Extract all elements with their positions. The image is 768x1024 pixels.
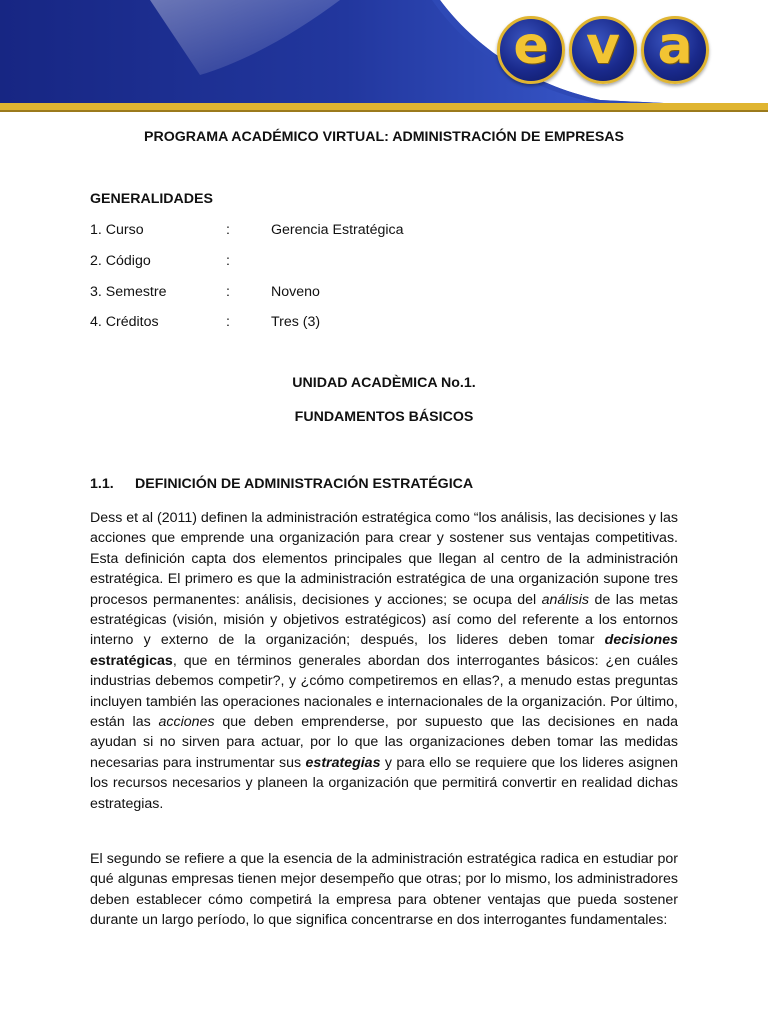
unit-subtitle: FUNDAMENTOS BÁSICOS [294,409,474,425]
program-title: PROGRAMA ACADÉMICO VIRTUAL: ADMINISTRACIÓN DE EMPRESAS [143,129,624,145]
semester-label: 3. Semestre [90,284,167,300]
course-colon: : [226,222,230,238]
emphasis-acciones: acciones [158,714,215,731]
semester-value: Noveno [271,284,320,300]
code-label: 2. Código [90,253,151,269]
section-number: 1.1. [90,476,114,492]
generalities-row-semester [90,284,678,304]
paragraph-essence: El segundo se refiere a que la esencia de la administración estratégica radica en estudiar por qué algunas empresas tienen mejor desempeño que otras; por lo mismo, los administradores deben establecer cómo competirá la empresa para obtener ventajas que pueda sostener durante un largo período, lo que significa concentrarse en dos interrogantes fundamentales: [90,851,678,929]
emphasis-analisis: análisis [541,591,589,608]
logo-letter-v: v [569,16,637,84]
header-banner [0,0,768,112]
eva-logo [497,16,712,88]
generalities-row-code [90,253,678,273]
course-label: 1. Curso [90,222,144,238]
course-value: Gerencia Estratégica [271,222,404,238]
credits-value: Tres (3) [271,314,321,330]
emphasis-estrategias: estrategias [305,754,381,771]
unit-title: UNIDAD ACADÈMICA No.1. [292,375,476,391]
generalities-row-credits [90,314,678,334]
logo-letter-e: e [497,16,565,84]
generalities-title: GENERALIDADES [90,191,213,207]
emphasis-estrategicas: estratégicas [90,652,173,669]
section-title: DEFINICIÓN DE ADMINISTRACIÓN ESTRATÉGICA [135,476,474,492]
paragraph-definition: Dess et al (2011) definen la administración estratégica como “los análisis, las decisiones y las acciones que emprende una organización para crear y sostener sus ventajas competitivas. Esta definición capta dos elementos principales que llegan al centro de la administración estratégica. El primero es que la administración estratégica de una organización supone tres procesos permanentes: análisis, decisiones y acciones; se ocupa del análisis de las metas estratégicas (visión, misión y objetivos estratégicos) así como del referente a los entornos interno y externo de la organización; después, los lideres deben tomar decisiones estratégicas, que en términos generales abordan dos interrogantes básicos: ¿en cuáles industrias debemos competir?, y ¿cómo competiremos en ellas?, a menudo estas preguntas incluyen también las operaciones nacionales e internacionales de la organización. Por último, están las acciones que deben emprenderse, por supuesto que las decisiones en nada ayudan si no sirven para actuar, por lo que las organizaciones deben tomar las medidas necesarias para instrumentar sus estrategias y para ello se requiere que los lideres asignen los recursos necesarios y planeen la organización que permitirá convertir en realidad dichas estrategias. [90,510,679,812]
generalities-row-course [90,222,678,242]
credits-colon: : [226,314,230,330]
logo-letter-a: a [641,16,709,84]
emphasis-decisiones: decisiones [604,632,678,649]
semester-colon: : [226,284,230,300]
code-colon: : [226,253,230,269]
credits-label: 4. Créditos [90,314,159,330]
